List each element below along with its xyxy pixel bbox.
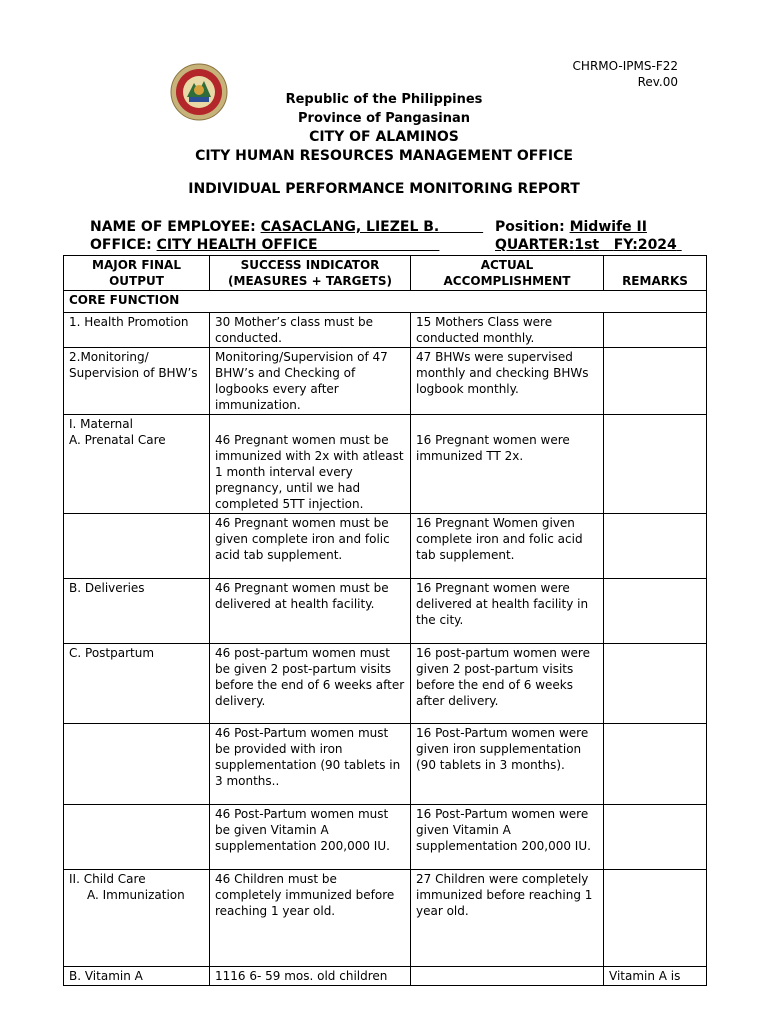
mfo-cell <box>64 724 210 805</box>
indicator-cell: 46 Post-Partum women must be provided with iron supplementation (90 tablets in 3 months.. <box>210 724 411 805</box>
indicator-cell: 46 Pregnant women must be immunized with 2x with atleast 1 month interval every pregnancy, until we had completed 5TT injection. <box>210 415 411 514</box>
header-republic: Republic of the Philippines <box>285 92 483 107</box>
table-row <box>64 514 707 579</box>
employee-name-value: CASACLANG, LIEZEL B. <box>260 219 440 235</box>
position-label: Position: <box>495 219 565 235</box>
mfo-section-label: I. Maternal <box>69 417 133 431</box>
header-office: CITY HUMAN RESOURCES MANAGEMENT OFFICE <box>195 148 573 164</box>
core-function-label: CORE FUNCTION <box>64 291 707 313</box>
table-row <box>64 579 707 644</box>
employee-name-label: NAME OF EMPLOYEE: <box>90 219 256 235</box>
header-mfo: MAJOR FINAL OUTPUT <box>64 256 210 291</box>
mfo-subsection-label: A. Immunization <box>87 888 185 902</box>
remarks-cell <box>604 313 707 348</box>
remarks-cell <box>604 514 707 579</box>
table-row <box>64 348 707 415</box>
indicator-cell: 46 post-partum women must be given 2 post-partum visits before the end of 6 weeks after delivery. <box>210 644 411 724</box>
table-header-row <box>64 256 707 291</box>
accomplishment-cell: 27 Children were completely immunized before reaching 1 year old. <box>411 870 604 967</box>
accomplishment-cell: 16 Pregnant women were delivered at health facility in the city. <box>411 579 604 644</box>
table-row <box>64 967 707 986</box>
accomplishment-cell: 47 BHWs were supervised monthly and checking BHWs logbook monthly. <box>411 348 604 415</box>
office-label: OFFICE: <box>90 237 152 253</box>
mfo-cell <box>64 870 210 967</box>
indicator-cell: 1116 6- 59 mos. old children <box>210 967 411 986</box>
remarks-cell <box>604 644 707 724</box>
indicator-cell: Monitoring/Supervision of 47 BHW’s and Checking of logbooks every after immunization. <box>210 348 411 415</box>
table-row <box>64 415 707 514</box>
form-code <box>573 58 678 90</box>
performance-table <box>63 255 707 986</box>
mfo-subsection-label: A. Prenatal Care <box>69 433 166 447</box>
indicator-cell: 46 Pregnant women must be delivered at health facility. <box>210 579 411 644</box>
form-code-number: CHRMO-IPMS-F22 <box>572 59 678 73</box>
indicator-cell: 46 Children must be completely immunized before reaching 1 year old. <box>210 870 411 967</box>
indicator-cell: 30 Mother’s class must be conducted. <box>210 313 411 348</box>
header-accomplishment: ACTUAL ACCOMPLISHMENT <box>411 256 604 291</box>
fy-label: FY: <box>613 237 638 253</box>
indicator-cell: 46 Pregnant women must be given complete iron and folic acid tab supplement. <box>210 514 411 579</box>
header-remarks: REMARKS <box>604 256 707 291</box>
indicator-cell: 46 Post-Partum women must be given Vitamin A supplementation 200,000 IU. <box>210 805 411 870</box>
table-row <box>64 805 707 870</box>
office-value: CITY HEALTH OFFICE <box>156 237 318 253</box>
mfo-cell: B. Vitamin A <box>64 967 210 986</box>
table-row <box>64 870 707 967</box>
table-row <box>64 724 707 805</box>
accomplishment-cell: 16 Post-Partum women were given Vitamin A supplementation 200,000 IU. <box>411 805 604 870</box>
fy-value: 2024 <box>637 237 677 253</box>
mfo-cell <box>64 805 210 870</box>
position-value: Midwife II <box>569 219 647 235</box>
remarks-cell <box>604 579 707 644</box>
accomplishment-cell: 16 Pregnant Women given complete iron and folic acid tab supplement. <box>411 514 604 579</box>
table-row <box>64 313 707 348</box>
mfo-cell: 2.Monitoring/ Supervision of BHW’s <box>64 348 210 415</box>
quarter-value: 1st <box>574 237 600 253</box>
mfo-cell: 1. Health Promotion <box>64 313 210 348</box>
mfo-cell: C. Postpartum <box>64 644 210 724</box>
employee-info <box>90 219 710 255</box>
header-city: CITY OF ALAMINOS <box>309 129 459 145</box>
remarks-cell <box>604 415 707 514</box>
remarks-cell <box>604 870 707 967</box>
table-row <box>64 644 707 724</box>
remarks-cell <box>604 805 707 870</box>
accomplishment-cell: 16 post-partum women were given 2 post-partum visits before the end of 6 weeks after delivery. <box>411 644 604 724</box>
mfo-cell <box>64 415 210 514</box>
accomplishment-cell: 16 Pregnant women were immunized TT 2x. <box>411 415 604 514</box>
quarter-label: QUARTER: <box>495 237 575 253</box>
quarter-fy <box>495 237 682 253</box>
core-function-row <box>64 291 707 313</box>
mfo-section-label: II. Child Care <box>69 872 146 886</box>
header-province: Province of Pangasinan <box>298 111 470 126</box>
remarks-cell <box>604 348 707 415</box>
mfo-cell <box>64 514 210 579</box>
accomplishment-cell: 15 Mothers Class were conducted monthly. <box>411 313 604 348</box>
remarks-cell <box>604 724 707 805</box>
report-title: INDIVIDUAL PERFORMANCE MONITORING REPORT <box>188 181 580 197</box>
mfo-cell: B. Deliveries <box>64 579 210 644</box>
accomplishment-cell: 16 Post-Partum women were given iron supplementation (90 tablets in 3 months). <box>411 724 604 805</box>
remarks-cell: Vitamin A is <box>604 967 707 986</box>
document-header <box>0 90 768 166</box>
accomplishment-cell <box>411 967 604 986</box>
header-indicator: SUCCESS INDICATOR (MEASURES + TARGETS) <box>210 256 411 291</box>
form-code-revision: Rev.00 <box>637 75 678 89</box>
